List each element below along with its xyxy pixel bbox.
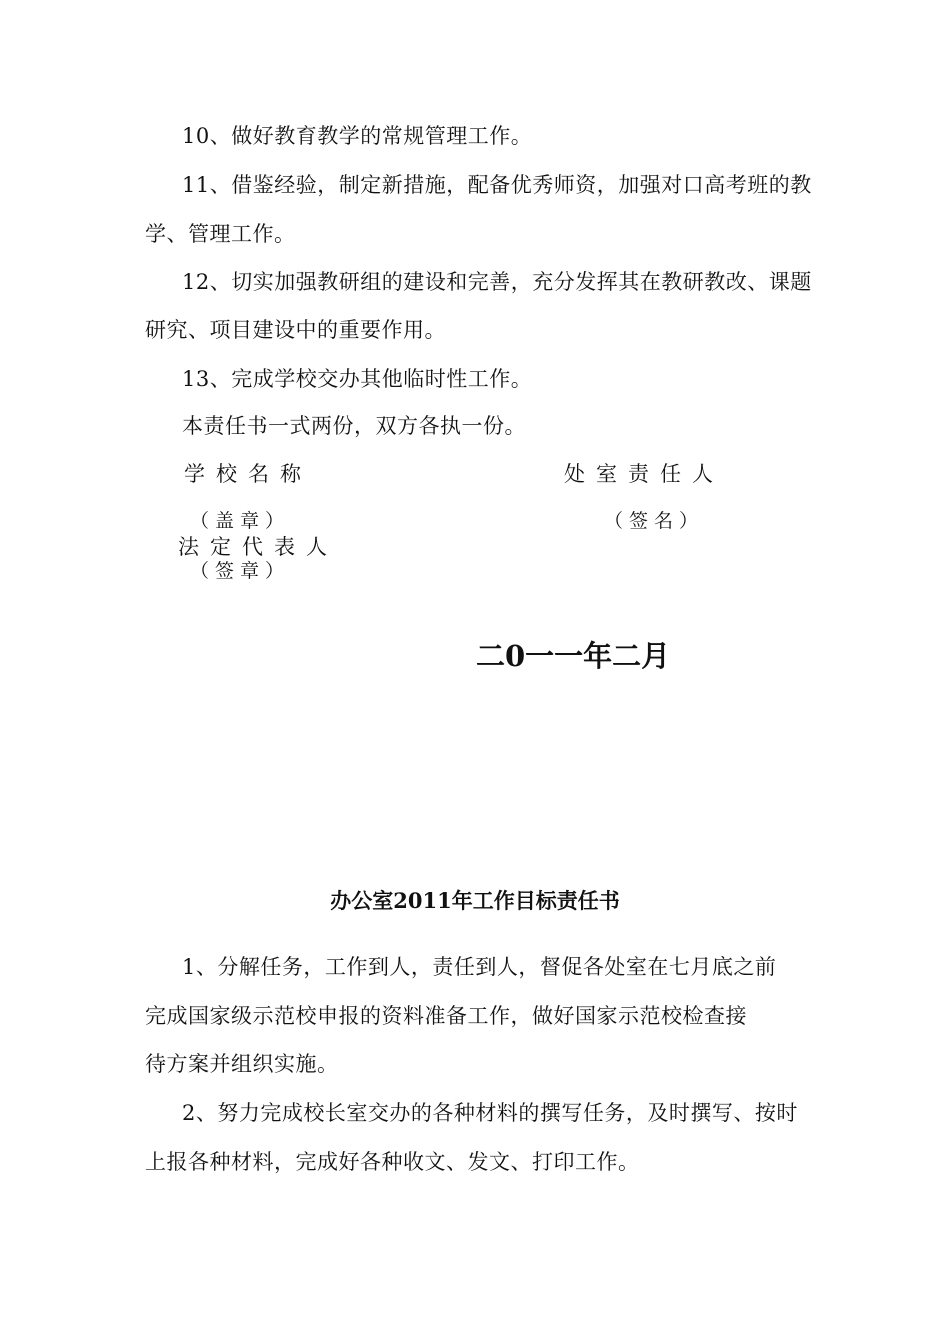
- sign-seal-label: （签章）: [190, 560, 291, 582]
- item-10: 10、做好教育教学的常规管理工作。: [182, 124, 533, 148]
- office-item-1-line-1: 1、分解任务，工作到人，责任到人，督促各处室在七月底之前: [182, 955, 777, 979]
- item-12-line-1: 12、切实加强教研组的建设和完善，充分发挥其在教研教改、课题: [182, 270, 812, 294]
- item-11-line-1: 11、借鉴经验，制定新措施，配备优秀师资，加强对口高考班的教: [182, 173, 812, 197]
- copies-note: 本责任书一式两份，双方各执一份。: [182, 414, 526, 438]
- office-item-1-line-3: 待方案并组织实施。: [145, 1052, 339, 1076]
- document-date: 二0一一年二月: [476, 639, 671, 673]
- school-name-label: 学校名称: [184, 462, 312, 486]
- office-item-1-line-2: 完成国家级示范校申报的资料准备工作，做好国家示范校检查接: [145, 1004, 747, 1028]
- office-item-2-line-2: 上报各种材料，完成好各种收文、发文、打印工作。: [145, 1150, 640, 1174]
- seal-label: （盖章）: [190, 510, 291, 532]
- office-item-2-line-1: 2、努力完成校长室交办的各种材料的撰写任务，及时撰写、按时: [182, 1101, 798, 1125]
- item-12-line-2: 研究、项目建设中的重要作用。: [145, 318, 446, 342]
- item-13: 13、完成学校交办其他临时性工作。: [182, 367, 533, 391]
- item-11-line-2: 学、管理工作。: [145, 222, 296, 246]
- legal-representative-label: 法定代表人: [178, 535, 338, 559]
- office-responsible-label: 处室责任人: [564, 462, 724, 486]
- section-title: 办公室2011年工作目标责任书: [330, 888, 620, 913]
- sign-label: （签名）: [604, 510, 705, 532]
